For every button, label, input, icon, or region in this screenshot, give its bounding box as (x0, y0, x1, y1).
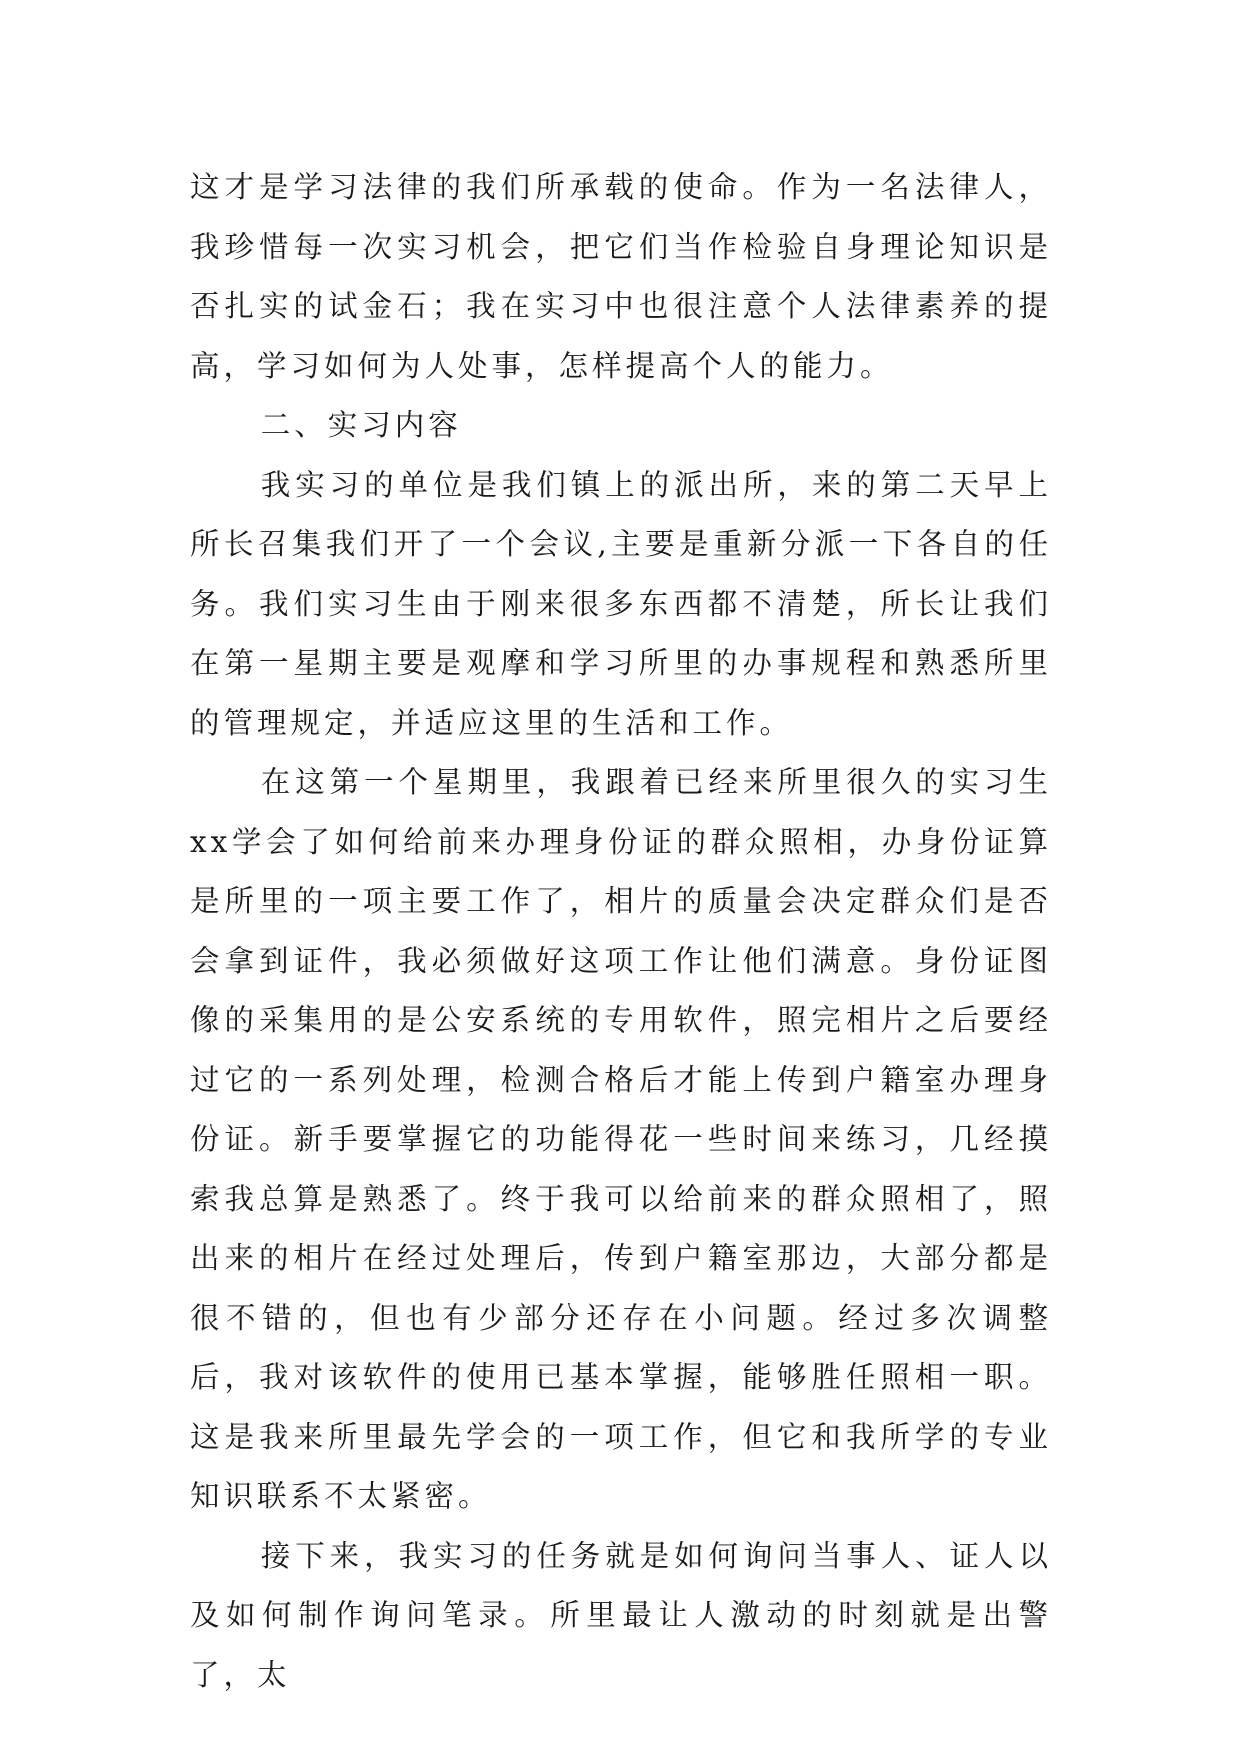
section-heading: 二、实习内容 (260, 408, 462, 442)
paragraph-first-week: 在这第一个星期里，我跟着已经来所里很久的实习生xx学会了如何给前来办理身份证的群众照相，办身份证算是所里的一项主要工作了，相片的质量会决定群众们是否会拿到证件，我必须做好这项工作让他们满意。身份证图像的采集用的是公安系统的专用软件，照完相片之后要经过它的一系列处理，检测合格后才能上传到户籍室办理身份证。新手要掌握它的功能得花一些时间来练习，几经摸索我总算是熟悉了。终于我可以给前来的群众照相了，照出来的相片在经过处理后，传到户籍室那边，大部分都是很不错的，但也有少部分还存在小问题。经过多次调整后，我对该软件的使用已基本掌握，能够胜任照相一职。这是我来所里最先学会的一项工作，但它和我所学的专业知识联系不太紧密。 (190, 765, 1052, 1513)
document-body (190, 158, 1052, 1705)
paragraph-continuation: 这才是学习法律的我们所承载的使命。作为一名法律人，我珍惜每一次实习机会，把它们当作检验自身理论知识是否扎实的试金石；我在实习中也很注意个人法律素养的提高，学习如何为人处事，怎样提高个人的能力。 (190, 170, 1052, 383)
paragraph-internship-unit: 我实习的单位是我们镇上的派出所，来的第二天早上所长召集我们开了一个会议,主要是重新分派一下各自的任务。我们实习生由于刚来很多东西都不清楚，所长让我们在第一星期主要是观摩和学习所里的办事规程和熟悉所里的管理规定，并适应这里的生活和工作。 (190, 467, 1052, 740)
paragraph-next-task: 接下来，我实习的任务就是如何询问当事人、证人以及如何制作询问笔录。所里最让人激动的时刻就是出警了，太 (190, 1538, 1052, 1692)
